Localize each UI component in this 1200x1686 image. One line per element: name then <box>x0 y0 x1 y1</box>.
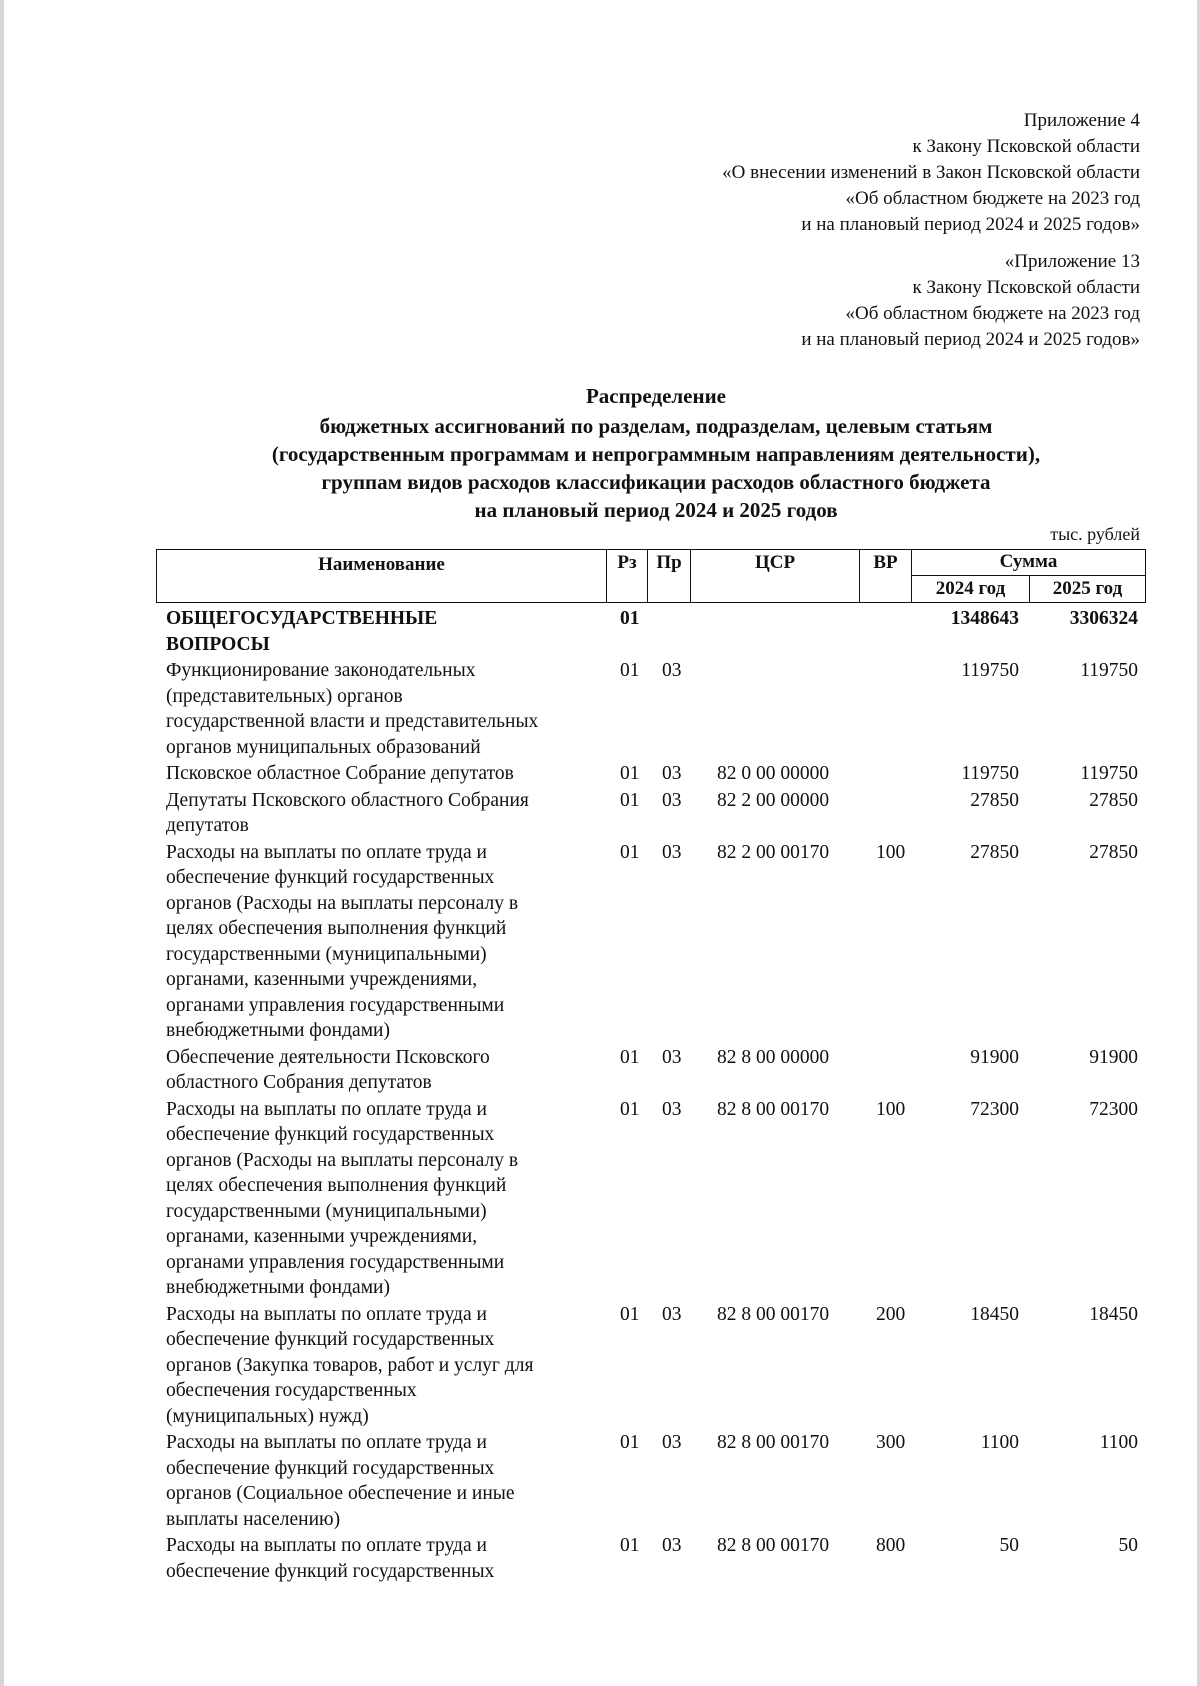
row-vr: 100 <box>876 1098 906 1120</box>
row-sum-2024: 27850 <box>970 789 1019 811</box>
row-pr: 03 <box>662 1432 682 1453</box>
text-line: государственными (муниципальными) <box>166 943 487 965</box>
row-rz: 01 <box>620 1046 640 1068</box>
row-sum-2025: 91900 <box>1089 1046 1138 1068</box>
text-line: Обеспечение деятельности Псковского <box>166 1046 490 1068</box>
row-sum-2025: 72300 <box>1089 1098 1138 1120</box>
text-line: к Закону Псковской области <box>912 136 1140 157</box>
text-line: обеспечение функций государственных <box>166 1560 495 1582</box>
row-csr: 82 8 00 00170 <box>717 1303 830 1325</box>
row-pr: 03 <box>662 763 682 784</box>
document-subtitle <box>0 412 1200 524</box>
row-name <box>166 606 596 657</box>
row-vr: 300 <box>876 1432 906 1453</box>
row-rz: 01 <box>620 1535 640 1556</box>
text-line: областного Собрания депутатов <box>166 1072 432 1093</box>
table-body <box>166 606 1141 1584</box>
row-name <box>166 840 596 1044</box>
table-row <box>166 606 1141 657</box>
text-line: Расходы на выплаты по оплате труда и <box>166 1432 487 1453</box>
text-line: органов (Расходы на выплаты персоналу в <box>166 892 519 914</box>
table-row <box>166 788 1141 839</box>
row-sum-2025: 3306324 <box>1069 608 1138 629</box>
row-csr: 82 8 00 00170 <box>717 1432 830 1453</box>
row-sum-2024: 27850 <box>970 841 1019 863</box>
scan-left-edge <box>0 0 4 1686</box>
row-sum-2025: 1100 <box>1099 1432 1138 1453</box>
units-label: тыс. рублей <box>1050 524 1140 544</box>
header-vr: ВР <box>859 549 912 603</box>
row-sum-2025: 119750 <box>1080 763 1138 784</box>
text-line: (государственным программам и непрограммным направлениям деятельности), <box>271 442 1041 466</box>
row-rz: 01 <box>620 1432 640 1453</box>
row-sum-2024: 91900 <box>970 1046 1019 1068</box>
text-line: органов (Социальное обеспечение и иные <box>166 1483 515 1504</box>
row-name <box>166 788 596 839</box>
row-rz: 01 <box>620 1098 640 1120</box>
text-line: обеспечение функций государственных <box>166 1329 495 1350</box>
text-line: целях обеспечения выполнения функций <box>166 1175 507 1196</box>
header-sum: Сумма <box>911 549 1146 576</box>
row-rz: 01 <box>620 1303 640 1325</box>
text-line: на плановый период 2024 и 2025 годов <box>474 498 838 522</box>
text-line: Приложение 4 <box>1023 110 1140 131</box>
row-rz: 01 <box>620 763 640 784</box>
row-sum-2025: 18450 <box>1089 1303 1138 1325</box>
text-line: обеспечения государственных <box>166 1380 417 1401</box>
table-row <box>166 1533 1141 1584</box>
text-line: «Об областном бюджете на 2023 год <box>845 188 1140 209</box>
row-pr: 03 <box>662 1046 682 1068</box>
table-row <box>166 840 1141 1044</box>
header-csr: ЦСР <box>690 549 860 603</box>
row-csr: 82 2 00 00000 <box>717 789 830 811</box>
text-line: внебюджетными фондами) <box>166 1277 390 1298</box>
row-name <box>166 1430 596 1532</box>
text-line: «О внесении изменений в Закон Псковской области <box>722 162 1140 183</box>
table-row <box>166 761 1141 787</box>
text-line: внебюджетными фондами) <box>166 1020 390 1041</box>
row-vr: 200 <box>876 1303 906 1325</box>
text-line: Расходы на выплаты по оплате труда и <box>166 1303 487 1325</box>
text-line: и на плановый период 2024 и 2025 годов» <box>801 214 1140 235</box>
row-pr: 03 <box>662 660 682 681</box>
text-line: органов муниципальных образований <box>166 736 481 758</box>
table-row <box>166 1302 1141 1430</box>
header-pr: Пр <box>647 549 691 603</box>
text-line: бюджетных ассигнований по разделам, подразделам, целевым статьям <box>319 414 993 438</box>
row-csr: 82 0 00 00000 <box>717 763 830 784</box>
row-rz: 01 <box>620 608 640 629</box>
text-line: органами, казенными учреждениями, <box>166 969 478 990</box>
text-line: Функционирование законодательных <box>166 660 476 681</box>
text-line: органов (Закупка товаров, работ и услуг для <box>166 1354 534 1376</box>
text-line: (муниципальных) нужд) <box>166 1405 369 1427</box>
row-sum-2024: 50 <box>999 1535 1019 1556</box>
text-line: Расходы на выплаты по оплате труда и <box>166 841 487 863</box>
row-sum-2025: 50 <box>1118 1535 1138 1556</box>
row-name <box>166 1302 596 1430</box>
row-sum-2025: 27850 <box>1089 789 1138 811</box>
header-year-2024: 2024 год <box>911 575 1030 603</box>
row-sum-2024: 119750 <box>961 660 1019 681</box>
text-line: Депутаты Псковского областного Собрания <box>166 789 529 811</box>
text-line: органами, казенными учреждениями, <box>166 1226 478 1247</box>
text-line: Расходы на выплаты по оплате труда и <box>166 1098 487 1120</box>
row-rz: 01 <box>620 789 640 811</box>
text-line: «Об областном бюджете на 2023 год <box>845 303 1140 324</box>
text-line: органами управления государственными <box>166 1251 505 1273</box>
header-rz: Рз <box>606 549 648 603</box>
row-name <box>166 1045 596 1096</box>
text-line: обеспечение функций государственных <box>166 867 495 888</box>
header-name: Наименование <box>156 549 607 603</box>
appendix-current-block <box>722 108 1140 238</box>
text-line: группам видов расходов классификации расходов областного бюджета <box>321 470 991 494</box>
row-name <box>166 1533 596 1584</box>
row-sum-2024: 119750 <box>961 763 1019 784</box>
text-line: Псковское областное Собрание депутатов <box>166 763 514 784</box>
row-pr: 03 <box>662 1535 682 1556</box>
row-sum-2024: 72300 <box>970 1098 1019 1120</box>
row-sum-2025: 119750 <box>1080 660 1138 681</box>
text-line: органами управления государственными <box>166 994 505 1016</box>
document-title: Распределение <box>585 384 727 408</box>
text-line: и на плановый период 2024 и 2025 годов» <box>801 329 1140 350</box>
table-row <box>166 658 1141 760</box>
row-csr: 82 8 00 00000 <box>717 1046 830 1068</box>
text-line: государственными (муниципальными) <box>166 1200 487 1222</box>
row-csr: 82 8 00 00170 <box>717 1098 830 1120</box>
row-pr: 03 <box>662 1303 682 1325</box>
text-line: (представительных) органов <box>166 685 403 707</box>
row-pr: 03 <box>662 841 682 863</box>
text-line: к Закону Псковской области <box>912 277 1140 298</box>
text-line: ОБЩЕГОСУДАРСТВЕННЫЕ <box>166 608 438 629</box>
text-line: «Приложение 13 <box>1004 251 1140 272</box>
text-line: выплаты населению) <box>166 1508 341 1530</box>
text-line: депутатов <box>166 815 249 836</box>
table-row <box>166 1430 1141 1532</box>
row-name <box>166 761 596 787</box>
text-line: ВОПРОСЫ <box>166 633 270 655</box>
text-line: Расходы на выплаты по оплате труда и <box>166 1535 487 1556</box>
appendix-original-block <box>801 249 1140 353</box>
row-sum-2024: 1348643 <box>950 608 1019 629</box>
header-year-2025: 2025 год <box>1029 575 1146 603</box>
row-pr: 03 <box>662 789 682 811</box>
table-header <box>156 549 1146 603</box>
text-line: органов (Расходы на выплаты персоналу в <box>166 1149 519 1171</box>
text-line: обеспечение функций государственных <box>166 1124 495 1145</box>
table-row <box>166 1045 1141 1096</box>
row-vr: 100 <box>876 841 906 863</box>
row-rz: 01 <box>620 841 640 863</box>
text-line: государственной власти и представительных <box>166 711 539 732</box>
row-csr: 82 2 00 00170 <box>717 841 830 863</box>
text-line: целях обеспечения выполнения функций <box>166 918 507 939</box>
row-sum-2024: 18450 <box>970 1303 1019 1325</box>
table-row <box>166 1097 1141 1301</box>
text-line: обеспечение функций государственных <box>166 1457 495 1479</box>
row-name <box>166 1097 596 1301</box>
row-vr: 800 <box>876 1535 906 1556</box>
row-sum-2025: 27850 <box>1089 841 1138 863</box>
row-rz: 01 <box>620 660 640 681</box>
row-sum-2024: 1100 <box>980 1432 1019 1453</box>
row-csr: 82 8 00 00170 <box>717 1535 830 1556</box>
row-pr: 03 <box>662 1098 682 1120</box>
row-name <box>166 658 596 760</box>
